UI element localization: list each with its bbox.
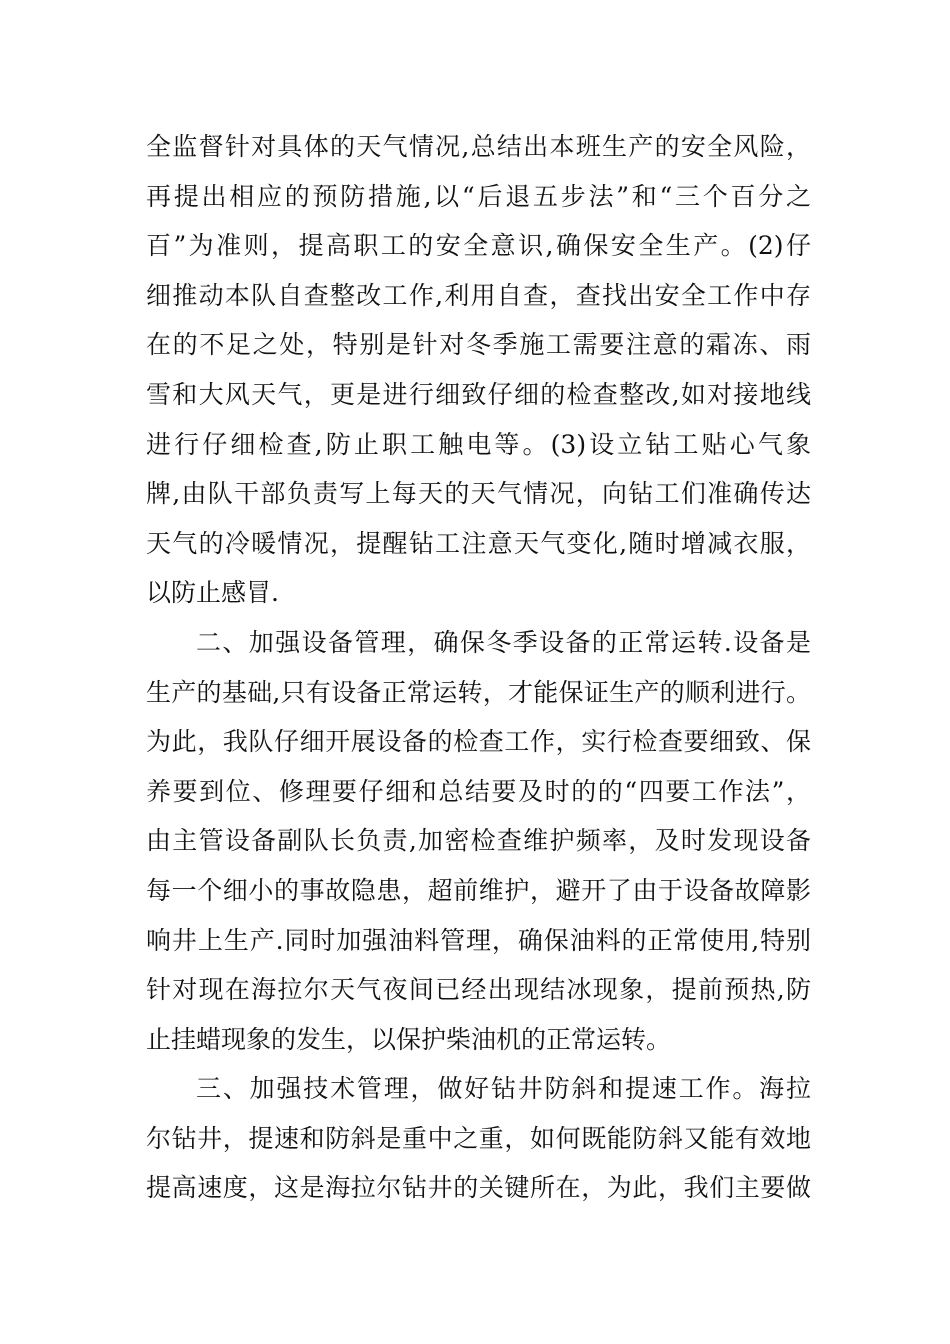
text-line: 每一个细小的事故隐患，超前维护，避开了由于设备故障影	[146, 875, 811, 905]
text-line: 雪和大风天气，更是进行细致仔细的检查整改,如对接地线	[146, 379, 811, 409]
text-line: 进行仔细检查,防止职工触电等。(3)设立钻工贴心气象	[146, 429, 811, 459]
section-heading-line: 三、加强技术管理，做好钻井防斜和提速工作。海拉	[196, 1074, 811, 1104]
text-line: 牌,由队干部负责写上每天的天气情况，向钻工们准确传达	[146, 479, 811, 509]
text-line: 全监督针对具体的天气情况,总结出本班生产的安全风险，	[146, 132, 811, 161]
text-line: 生产的基础,只有设备正常运转，才能保证生产的顺利进行。	[146, 677, 811, 707]
text-line: 尔钻井，提速和防斜是重中之重，如何既能防斜又能有效地	[146, 1123, 811, 1153]
section-heading-line: 二、加强设备管理，确保冬季设备的正常运转.设备是	[196, 627, 811, 657]
text-line: 针对现在海拉尔天气夜间已经出现结冰现象，提前预热,防	[146, 975, 811, 1005]
text-line: 百”为准则，提高职工的安全意识,确保安全生产。(2)仔	[146, 231, 811, 261]
text-line: 养要到位、修理要仔细和总结要及时的的“四要工作法”，	[146, 776, 811, 806]
text-line: 响井上生产.同时加强油料管理，确保油料的正常使用,特别	[146, 925, 811, 955]
text-line: 以防止感冒.	[146, 578, 279, 608]
text-line: 止挂蜡现象的发生，以保护柴油机的正常运转。	[146, 1024, 672, 1054]
text-line: 天气的冷暖情况，提醒钻工注意天气变化,随时增减衣服，	[146, 528, 811, 558]
text-line: 提高速度，这是海拉尔钻井的关键所在，为此，我们主要做	[146, 1173, 811, 1203]
text-line: 在的不足之处，特别是针对冬季施工需要注意的霜冻、雨	[146, 330, 811, 360]
text-line: 为此，我队仔细开展设备的检查工作，实行检查要细致、保	[146, 727, 811, 757]
text-line: 再提出相应的预防措施,以“后退五步法”和“三个百分之	[146, 181, 811, 211]
text-line: 由主管设备副队长负责,加密检查维护频率，及时发现设备	[146, 826, 811, 856]
text-line: 细推动本队自查整改工作,利用自查，查找出安全工作中存	[146, 280, 811, 310]
body-text	[146, 122, 811, 1213]
